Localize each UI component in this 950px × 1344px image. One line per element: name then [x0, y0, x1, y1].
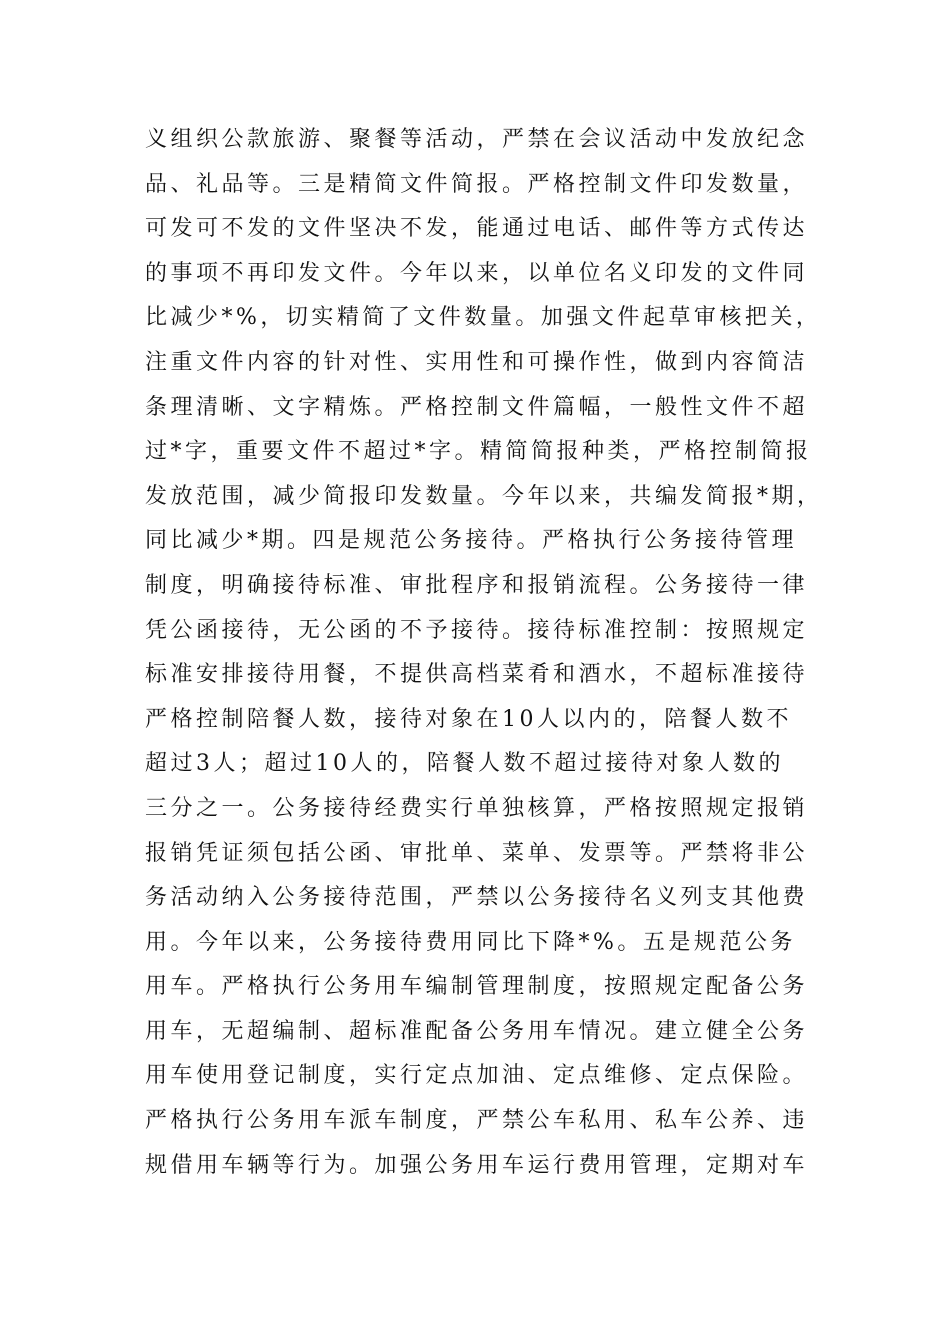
text-line: 条理清晰、文字精炼。严格控制文件篇幅，一般性文件不超 — [145, 394, 809, 420]
text-line: 三分之一。公务接待经费实行单独核算，严格按照规定报销 — [145, 795, 809, 821]
text-line: 注重文件内容的针对性、实用性和可操作性，做到内容简洁 — [145, 349, 809, 375]
text-line: 发放范围，减少简报印发数量。今年以来，共编发简报*期， — [145, 483, 823, 509]
text-line: 务活动纳入公务接待范围，严禁以公务接待名义列支其他费 — [145, 885, 809, 911]
text-line: 规借用车辆等行为。加强公务用车运行费用管理，定期对车 — [145, 1152, 809, 1178]
text-line: 的事项不再印发文件。今年以来，以单位名义印发的文件同 — [145, 260, 809, 286]
text-line: 用车，无超编制、超标准配备公务用车情况。建立健全公务 — [145, 1018, 809, 1044]
body-text — [145, 118, 825, 1188]
text-line: 比减少*%，切实精简了文件数量。加强文件起草审核把关， — [145, 305, 822, 331]
text-line: 严格执行公务用车派车制度，严禁公车私用、私车公养、违 — [145, 1108, 809, 1134]
text-line: 用车。严格执行公务用车编制管理制度，按照规定配备公务 — [145, 974, 809, 1000]
text-line: 超过3人；超过10人的，陪餐人数不超过接待对象人数的 — [145, 751, 784, 777]
text-line: 可发可不发的文件坚决不发，能通过电话、邮件等方式传达 — [145, 216, 809, 242]
text-line: 品、礼品等。三是精简文件简报。严格控制文件印发数量， — [145, 171, 809, 197]
text-line: 凭公函接待，无公函的不予接待。接待标准控制：按照规定 — [145, 617, 809, 643]
text-line: 义组织公款旅游、聚餐等活动，严禁在会议活动中发放纪念 — [145, 127, 809, 152]
text-line: 严格控制陪餐人数，接待对象在10人以内的，陪餐人数不 — [145, 706, 792, 732]
text-line: 同比减少*期。四是规范公务接待。严格执行公务接待管理 — [145, 528, 798, 554]
text-line: 用车使用登记制度，实行定点加油、定点维修、定点保险。 — [145, 1063, 809, 1089]
text-line: 报销凭证须包括公函、审批单、菜单、发票等。严禁将非公 — [145, 840, 809, 866]
text-line: 标准安排接待用餐，不提供高档菜肴和酒水，不超标准接待 — [145, 662, 809, 688]
text-line: 制度，明确接待标准、审批程序和报销流程。公务接待一律 — [145, 572, 809, 598]
text-line: 过*字，重要文件不超过*字。精简简报种类，严格控制简报 — [145, 439, 812, 465]
text-line: 用。今年以来，公务接待费用同比下降*%。五是规范公务 — [145, 929, 796, 955]
